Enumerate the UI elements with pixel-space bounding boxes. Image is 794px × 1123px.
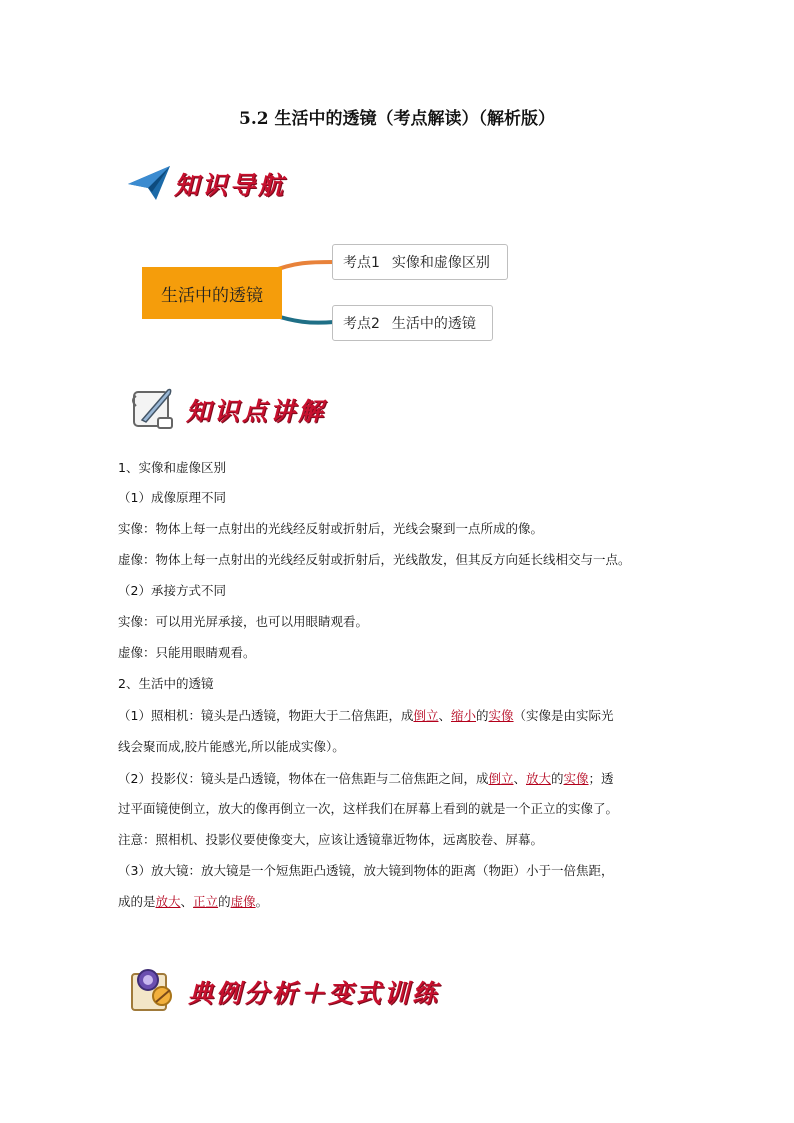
para-1-2: 实像：物体上每一点射出的光线经反射或折射后，光线会聚到一点所成的像。: [118, 521, 544, 536]
text: ；透: [588, 771, 614, 786]
para-projector-line2: 过平面镜使倒立，放大的像再倒立一次，这样我们在屏幕上看到的就是一个正立的实像了。: [118, 801, 619, 816]
keyword-enlarged: 放大: [155, 894, 181, 909]
text: 、: [438, 708, 451, 723]
keyword-upright: 正立: [193, 894, 219, 909]
text: 的: [476, 708, 489, 723]
mindmap-node-2: [332, 305, 493, 341]
para-note: 注意：照相机、投影仪要使像变大，应该让透镜靠近物体，远离胶卷、屏幕。: [118, 832, 544, 847]
keyword-reduced: 缩小: [451, 708, 477, 723]
para-magnifier-line2: [118, 892, 268, 912]
para-1-5: 实像：可以用光屏承接，也可以用眼睛观看。: [118, 614, 369, 629]
text: （实像是由实际光: [513, 708, 614, 723]
mindmap-node-2-text: 生活中的透镜: [391, 316, 476, 332]
text: 、: [513, 771, 526, 786]
text: （1）照相机：镜头是凸透镜，物距大于二倍焦距，成: [118, 708, 414, 723]
keyword-inverted: 倒立: [488, 771, 514, 786]
text: 。: [255, 894, 269, 909]
section-examples-title: 典例分析＋变式训练: [188, 979, 441, 1008]
section-explain-banner: [128, 382, 358, 434]
para-1-1: （1）成像原理不同: [118, 490, 226, 505]
section-nav-banner: [126, 160, 326, 204]
text: 成的是: [118, 894, 156, 909]
section-nav-title: 知识导航: [174, 171, 287, 200]
paper-plane-icon: [126, 162, 172, 202]
mindmap-node-1-text: 实像和虚像区别: [391, 255, 490, 271]
mindmap-node-1: [332, 244, 508, 280]
mindmap-node-1-label: 考点1: [343, 255, 380, 271]
keyword-inverted: 倒立: [413, 708, 439, 723]
text: 的: [218, 894, 231, 909]
scroll-quill-icon: [128, 382, 180, 432]
heading-1: 1、实像和虚像区别: [118, 460, 226, 475]
para-1-4: （2）承接方式不同: [118, 583, 226, 598]
text: （2）投影仪：镜头是凸透镜，物体在一倍焦距与二倍焦距之间，成: [118, 771, 489, 786]
text: 的: [551, 771, 564, 786]
section-examples-banner: [126, 962, 486, 1016]
section-explain-title: 知识点讲解: [186, 397, 327, 426]
para-1-3: 虚像：物体上每一点射出的光线经反射或折射后，光线散发，但其反方向延长线相交与一点。: [118, 552, 631, 567]
para-camera-line1: [118, 706, 614, 726]
keyword-enlarged: 放大: [526, 771, 552, 786]
heading-2: 2、生活中的透镜: [118, 676, 214, 691]
text: 、: [180, 894, 194, 909]
para-1-6: 虚像：只能用眼睛观看。: [118, 645, 256, 660]
para-camera-line2: 线会聚而成,胶片能感光,所以能成实像）。: [118, 739, 345, 754]
mindmap-root: 生活中的透镜: [142, 267, 282, 319]
keyword-real-image: 实像: [563, 771, 589, 786]
keyword-virtual-image: 虚像: [230, 894, 256, 909]
para-projector-line1: [118, 769, 614, 789]
mindmap-node-2-label: 考点2: [343, 316, 380, 332]
para-magnifier-line1: （3）放大镜：放大镜是一个短焦距凸透镜，放大镜到物体的距离（物距）小于一倍焦距，: [118, 863, 614, 878]
page-title: 5.2 生活中的透镜（考点解读）（解析版）: [239, 109, 555, 129]
target-scroll-icon: [126, 962, 184, 1016]
keyword-real-image: 实像: [488, 708, 514, 723]
